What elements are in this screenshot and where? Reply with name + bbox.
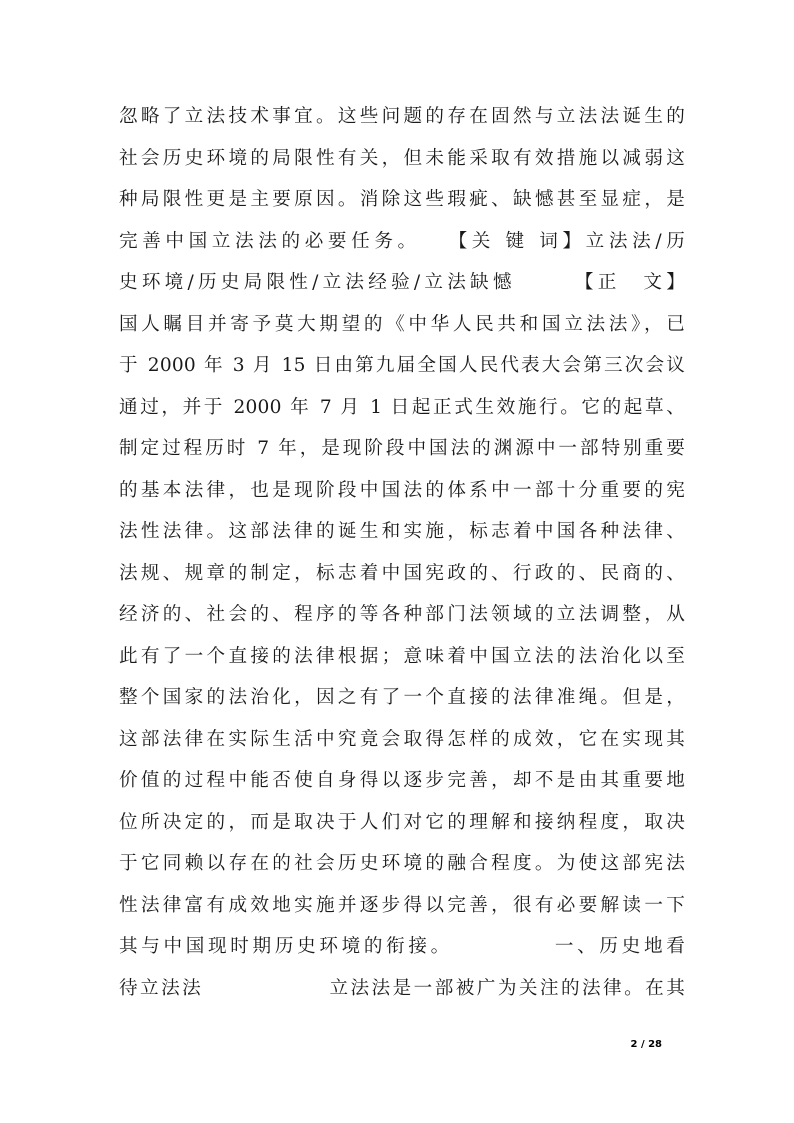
text-line: 的基本法律，也是现阶段中国法的体系中一部十分重要的宪 <box>119 479 685 501</box>
text-line: 法规、规章的制定，标志着中国宪政的、行政的、民商的、 <box>119 562 685 584</box>
text-line: 性法律富有成效地实施并逐步得以完善，很有必要解读一下 <box>119 894 685 916</box>
text-line: 国人瞩目并寄予莫大期望的《中华人民共和国立法法》，已 <box>119 313 685 335</box>
text-line: 经济的、社会的、程序的等各种部门法领域的立法调整，从 <box>119 604 685 625</box>
text-line: 于它同赖以存在的社会历史环境的融合程度。为使这部宪法 <box>119 853 685 874</box>
text-line: 待立法法 立法法是一部被广为关注的法律。在其 <box>119 977 685 999</box>
text-line: 忽略了立法技术事宜。这些问题的存在固然与立法法诞生的 <box>119 106 685 127</box>
text-line: 其与中国现时期历史环境的衔接。 一、历史地看 <box>119 936 685 957</box>
text-line: 完善中国立法法的必要任务。 【关 键 词】立法法/历 <box>119 230 685 252</box>
text-line: 整个国家的法治化，因之有了一个直接的法律准绳。但是， <box>119 687 685 708</box>
text-line: 于 2000 年 3 月 15 日由第九届全国人民代表大会第三次会议 <box>119 355 685 376</box>
text-line: 此有了一个直接的法律根据；意味着中国立法的法治化以至 <box>119 645 685 667</box>
text-line: 这部法律在实际生活中究竟会取得怎样的成效，它在实现其 <box>119 728 685 750</box>
text-line: 制定过程历时 7 年，是现阶段中国法的渊源中一部特别重要 <box>119 438 685 459</box>
page-number: 2 / 28 <box>630 1039 662 1050</box>
text-line: 位所决定的，而是取决于人们对它的理解和接纳程度，取决 <box>119 811 685 833</box>
text-line: 种局限性更是主要原因。消除这些瑕疵、缺憾甚至显症，是 <box>119 189 685 210</box>
text-line: 通过，并于 2000 年 7 月 1 日起正式生效施行。它的起草、 <box>119 396 685 418</box>
text-line: 价值的过程中能否使自身得以逐步完善，却不是由其重要地 <box>119 770 685 791</box>
text-line: 社会历史环境的局限性有关，但未能采取有效措施以减弱这 <box>119 147 685 169</box>
text-line: 史环境/历史局限性/立法经验/立法缺憾 【正 文】 <box>119 272 685 293</box>
text-line: 法性法律。这部法律的诞生和实施，标志着中国各种法律、 <box>119 521 685 542</box>
body-text <box>119 96 685 1009</box>
